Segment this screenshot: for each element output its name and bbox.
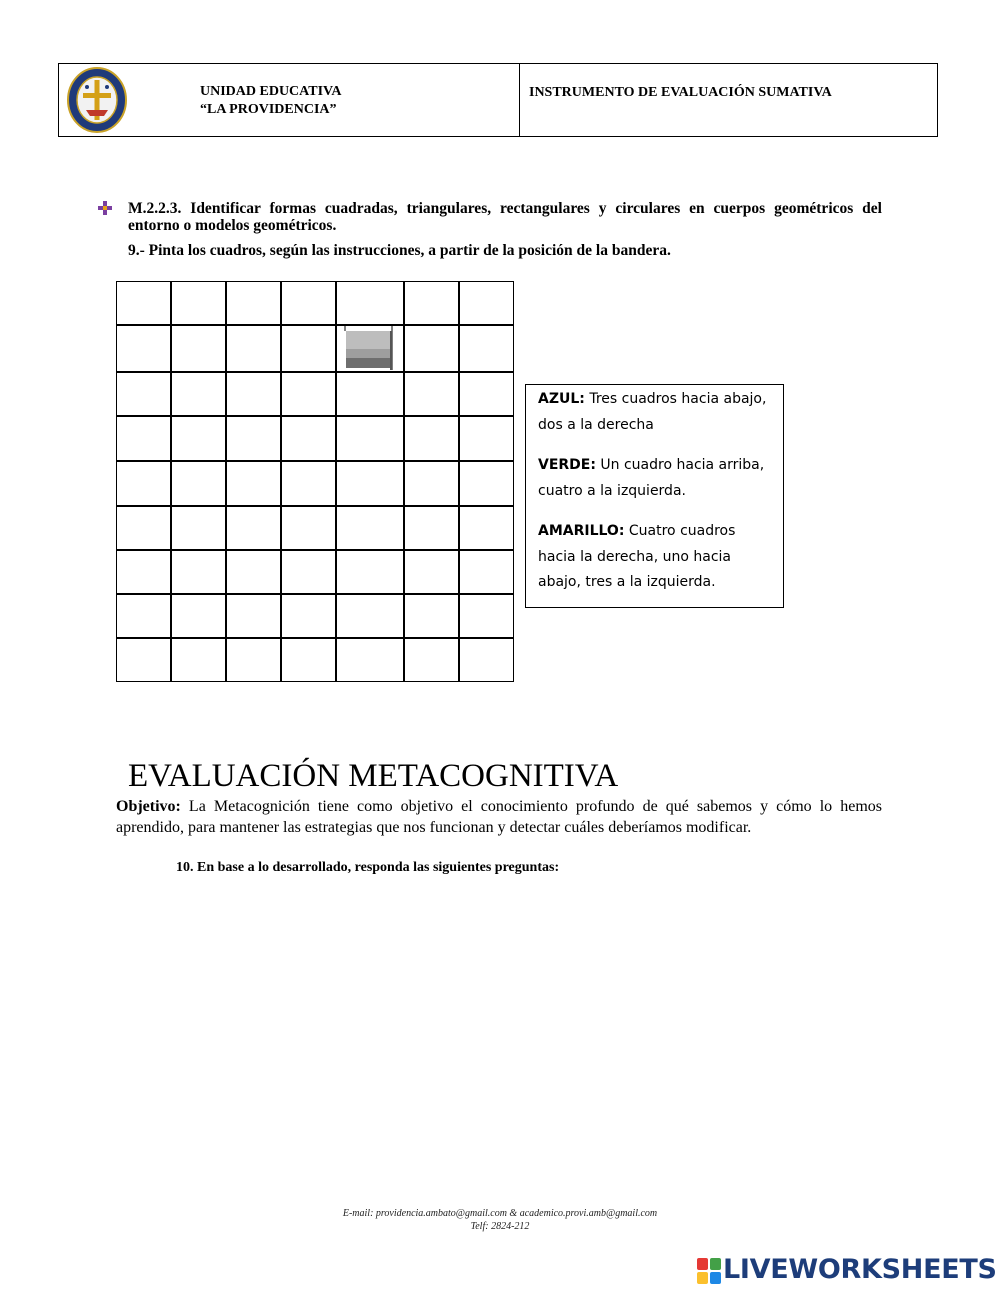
grid-cell-r1-c6[interactable] <box>405 282 459 325</box>
grid-cell-r4-c1[interactable] <box>117 417 171 461</box>
grid-cell-r2-c7[interactable] <box>460 326 514 372</box>
school-name <box>200 83 400 119</box>
grid-cell-r4-c3[interactable] <box>227 417 281 461</box>
grid-cell-r8-c5[interactable] <box>337 595 404 638</box>
grid-cell-r9-c4[interactable] <box>282 639 336 682</box>
instruction-9: 9.- Pinta los cuadros, según las instrucciones, a partir de la posición de la bandera. <box>128 242 671 259</box>
grid-cell-r4-c5[interactable] <box>337 417 404 461</box>
metacognitive-title: EVALUACIÓN METACOGNITIVA <box>128 758 619 794</box>
footer-email: E-mail: providencia.ambato@gmail.com & academico.provi.amb@gmail.com <box>342 1208 658 1219</box>
grid-cell-r9-c2[interactable] <box>172 639 226 682</box>
instrument-title: INSTRUMENTO DE EVALUACIÓN SUMATIVA <box>529 85 832 100</box>
instruction-azul-text: Tres cuadros hacia abajo, dos a la derecha <box>538 391 767 433</box>
school-logo <box>66 66 128 134</box>
school-name-line1: UNIDAD EDUCATIVA <box>200 84 342 99</box>
objective-text: M.2.2.3. Identificar formas cuadradas, triangulares, rectangulares y circulares en cuerpos geométricos del entorno o modelos geométricos. <box>128 200 882 234</box>
footer <box>250 1207 750 1233</box>
grid-cell-r3-c3[interactable] <box>227 373 281 416</box>
grid-cell-r8-c1[interactable] <box>117 595 171 638</box>
grid-cell-r2-c1[interactable] <box>117 326 171 372</box>
grid-cell-r9-c7[interactable] <box>460 639 514 682</box>
grid-cell-r5-c3[interactable] <box>227 462 281 506</box>
metacognitive-objective-label: Objetivo: <box>116 798 181 815</box>
grid-cell-r7-c5[interactable] <box>337 551 404 594</box>
grid-cell-r2-c6[interactable] <box>405 326 459 372</box>
grid-cell-r9-c5[interactable] <box>337 639 404 682</box>
instruction-verde <box>538 453 773 504</box>
grid-cell-r8-c6[interactable] <box>405 595 459 638</box>
instruction-azul <box>538 387 773 438</box>
grid-cell-r3-c7[interactable] <box>460 373 514 416</box>
grid-cell-r9-c6[interactable] <box>405 639 459 682</box>
instruction-verde-text: Un cuadro hacia arriba, cuatro a la izquierda. <box>538 457 765 499</box>
instruction-amarillo-label: AMARILLO: <box>538 523 625 539</box>
instruction-amarillo <box>538 519 773 596</box>
coloring-grid <box>116 281 514 682</box>
grid-cell-r7-c1[interactable] <box>117 551 171 594</box>
footer-phone: Telf: 2824-212 <box>470 1221 530 1232</box>
grid-cell-r1-c4[interactable] <box>282 282 336 325</box>
grid-cell-r6-c2[interactable] <box>172 507 226 550</box>
grid-cell-r1-c7[interactable] <box>460 282 514 325</box>
header-divider <box>519 63 520 137</box>
grid-cell-r1-c2[interactable] <box>172 282 226 325</box>
grid-cell-r7-c4[interactable] <box>282 551 336 594</box>
liveworksheets-watermark: LIVEWORKSHEETS <box>723 1254 997 1285</box>
grid-cell-r1-c5[interactable] <box>337 282 404 325</box>
instruction-azul-label: AZUL: <box>538 391 585 407</box>
grid-cell-r8-c7[interactable] <box>460 595 514 638</box>
grid-cell-r7-c7[interactable] <box>460 551 514 594</box>
grid-cell-r3-c5[interactable] <box>337 373 404 416</box>
grid-cell-r6-c7[interactable] <box>460 507 514 550</box>
grid-cell-r9-c3[interactable] <box>227 639 281 682</box>
grid-cell-r5-c6[interactable] <box>405 462 459 506</box>
liveworksheets-logo-icon <box>697 1258 721 1284</box>
grid-svg <box>116 281 514 682</box>
grid-cell-r3-c6[interactable] <box>405 373 459 416</box>
question-10: 10. En base a lo desarrollado, responda las siguientes preguntas: <box>176 860 560 875</box>
grid-cell-r5-c1[interactable] <box>117 462 171 506</box>
grid-cell-r6-c3[interactable] <box>227 507 281 550</box>
metacognitive-objective <box>116 796 882 838</box>
grid-cell-r5-c2[interactable] <box>172 462 226 506</box>
grid-cell-r5-c5[interactable] <box>337 462 404 506</box>
plus-bullet-icon <box>98 201 112 215</box>
grid-cell-r7-c3[interactable] <box>227 551 281 594</box>
grid-cell-r3-c1[interactable] <box>117 373 171 416</box>
grid-cell-r7-c6[interactable] <box>405 551 459 594</box>
grid-cell-r2-c2[interactable] <box>172 326 226 372</box>
grid-cell-r7-c2[interactable] <box>172 551 226 594</box>
grid-cell-r6-c1[interactable] <box>117 507 171 550</box>
flag-icon <box>345 325 392 370</box>
grid-cell-r6-c4[interactable] <box>282 507 336 550</box>
grid-cell-r2-c3[interactable] <box>227 326 281 372</box>
instruction-amarillo-text: Cuatro cuadros hacia la derecha, uno hacia abajo, tres a la izquierda. <box>538 523 736 590</box>
grid-cell-r8-c4[interactable] <box>282 595 336 638</box>
grid-cell-r3-c2[interactable] <box>172 373 226 416</box>
grid-cell-r4-c4[interactable] <box>282 417 336 461</box>
grid-cell-r8-c2[interactable] <box>172 595 226 638</box>
grid-cell-r4-c6[interactable] <box>405 417 459 461</box>
color-instructions-box <box>525 384 784 608</box>
grid-cell-r1-c1[interactable] <box>117 282 171 325</box>
school-name-line2: “LA PROVIDENCIA” <box>200 102 337 117</box>
grid-cell-r4-c7[interactable] <box>460 417 514 461</box>
grid-cell-r5-c7[interactable] <box>460 462 514 506</box>
grid-cell-r6-c5[interactable] <box>337 507 404 550</box>
grid-cell-r1-c3[interactable] <box>227 282 281 325</box>
grid-cell-r3-c4[interactable] <box>282 373 336 416</box>
grid-cell-r8-c3[interactable] <box>227 595 281 638</box>
grid-cell-r6-c6[interactable] <box>405 507 459 550</box>
instruction-verde-label: VERDE: <box>538 457 596 473</box>
grid-cell-r2-c4[interactable] <box>282 326 336 372</box>
metacognitive-objective-text: La Metacognición tiene como objetivo el conocimiento profundo de qué sabemos y cómo lo hemos aprendido, para mantener las estrategias que nos funcionan y detectar cuáles deberíamos modificar. <box>116 798 882 836</box>
grid-cell-r9-c1[interactable] <box>117 639 171 682</box>
grid-cell-r5-c4[interactable] <box>282 462 336 506</box>
grid-cell-r4-c2[interactable] <box>172 417 226 461</box>
